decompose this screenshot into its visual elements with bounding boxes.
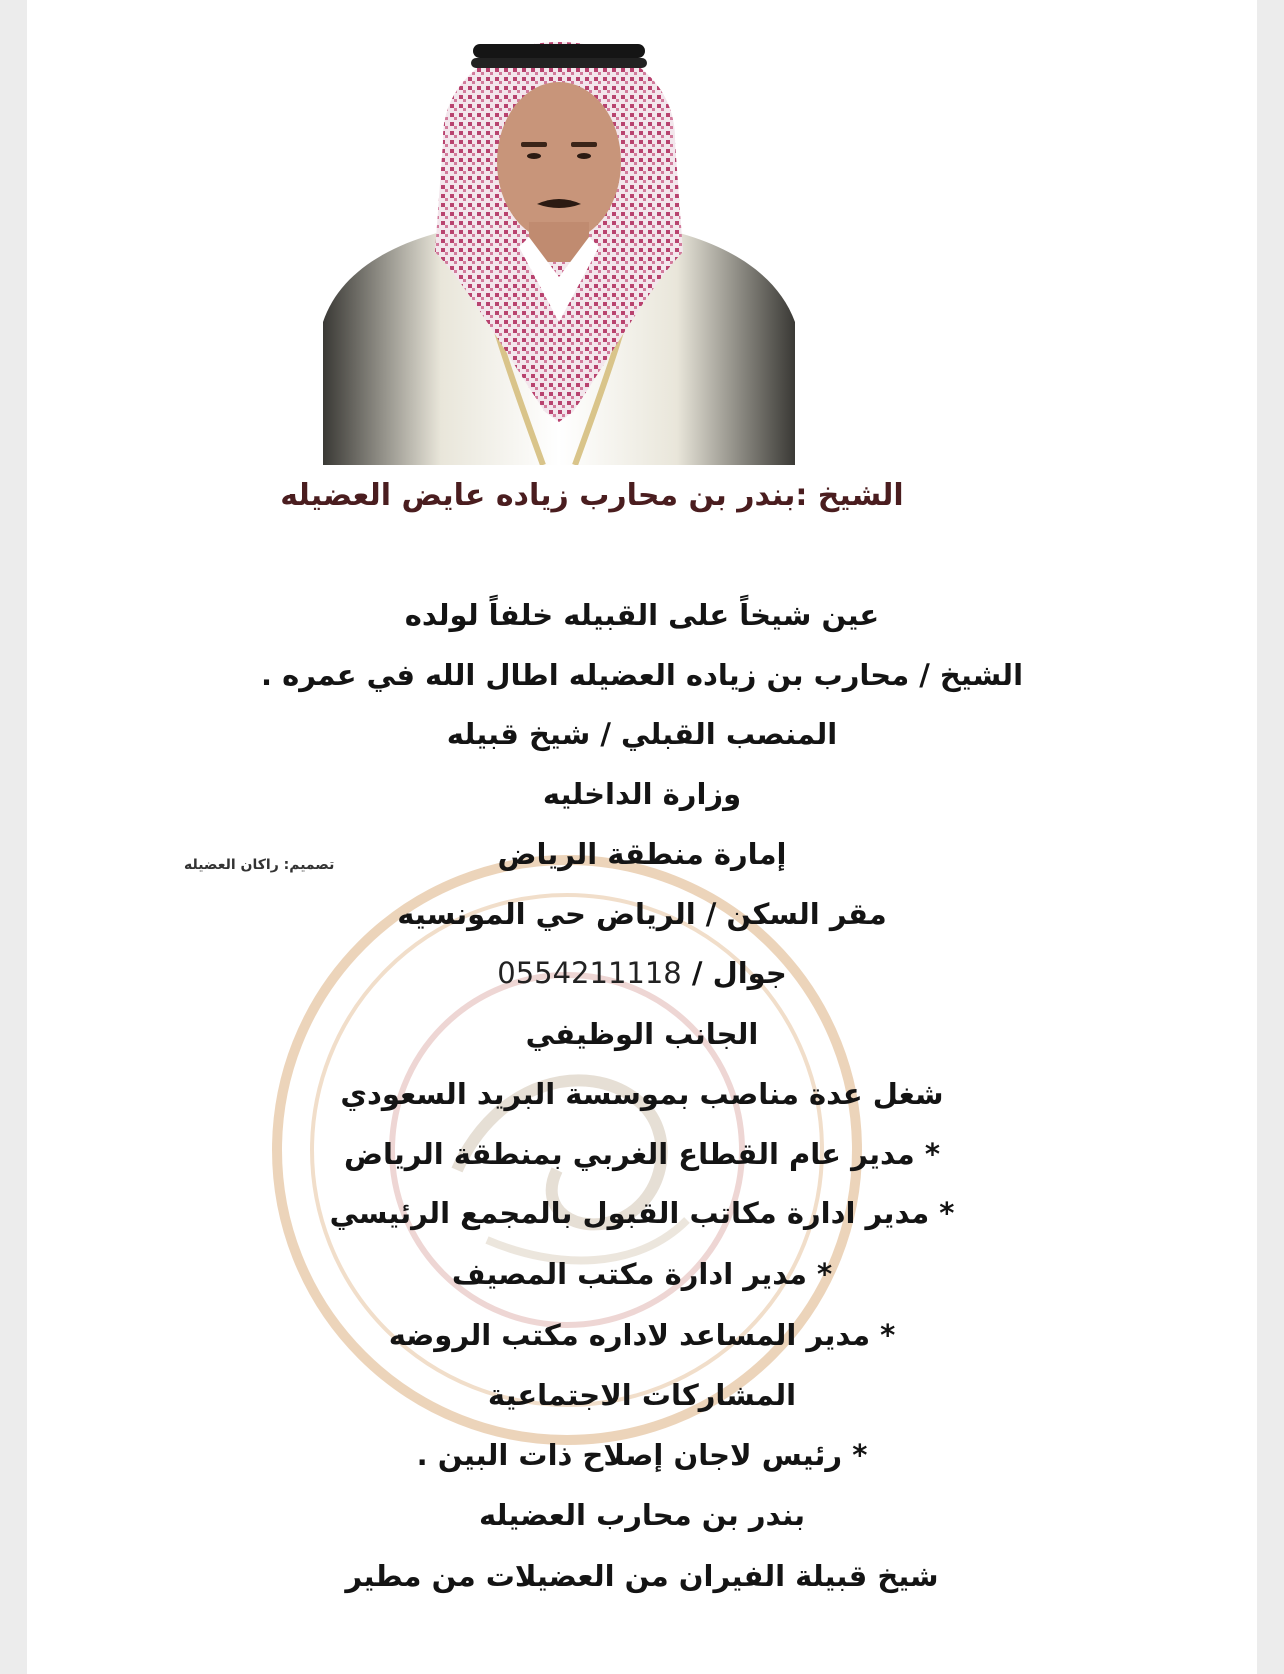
- career-summary: شغل عدة مناصب بموسسة البريد السعودي: [340, 1077, 944, 1111]
- mobile-line: [27, 956, 1257, 990]
- tribal-position-line: المنصب القبلي / شيخ قبيله: [446, 717, 838, 751]
- signature-title: شيخ قبيلة الفيران من العضيلات من مطير: [345, 1559, 939, 1593]
- career-item: * مدير ادارة مكاتب القبول بالمجمع الرئيسي: [329, 1196, 955, 1230]
- document-page: [27, 0, 1257, 1674]
- social-item: * رئيس لاجان إصلاح ذات البين .: [416, 1438, 868, 1472]
- sheikh-name-title: الشيخ :بندر بن محارب زياده عايض العضيله: [280, 478, 904, 513]
- residence-line: مقر السكن / الرياض حي المونسيه: [397, 897, 887, 931]
- mobile-number: 0554211118: [497, 956, 682, 990]
- career-item: * مدير المساعد لاداره مكتب الروضه: [388, 1318, 896, 1352]
- emirate-line: إمارة منطقة الرياض: [497, 837, 787, 871]
- signature-name: بندر بن محارب العضيله: [478, 1498, 806, 1532]
- design-credit: تصميم: راكان العضيله: [184, 857, 335, 873]
- mobile-label: جوال /: [691, 956, 787, 990]
- sheikh-portrait: [323, 22, 795, 465]
- social-heading: المشاركات الاجتماعية: [487, 1378, 797, 1412]
- predecessor-line: الشيخ / محارب بن زياده العضيله اطال الله في عمره .: [260, 658, 1024, 692]
- career-item: * مدير ادارة مكتب المصيف: [451, 1257, 833, 1291]
- appointment-line: عين شيخاً على القبيله خلفاً لولده: [404, 598, 880, 632]
- ministry-line: وزارة الداخليه: [542, 777, 742, 811]
- career-item: * مدير عام القطاع الغربي بمنطقة الرياض: [344, 1137, 940, 1171]
- career-heading: الجانب الوظيفي: [525, 1017, 759, 1051]
